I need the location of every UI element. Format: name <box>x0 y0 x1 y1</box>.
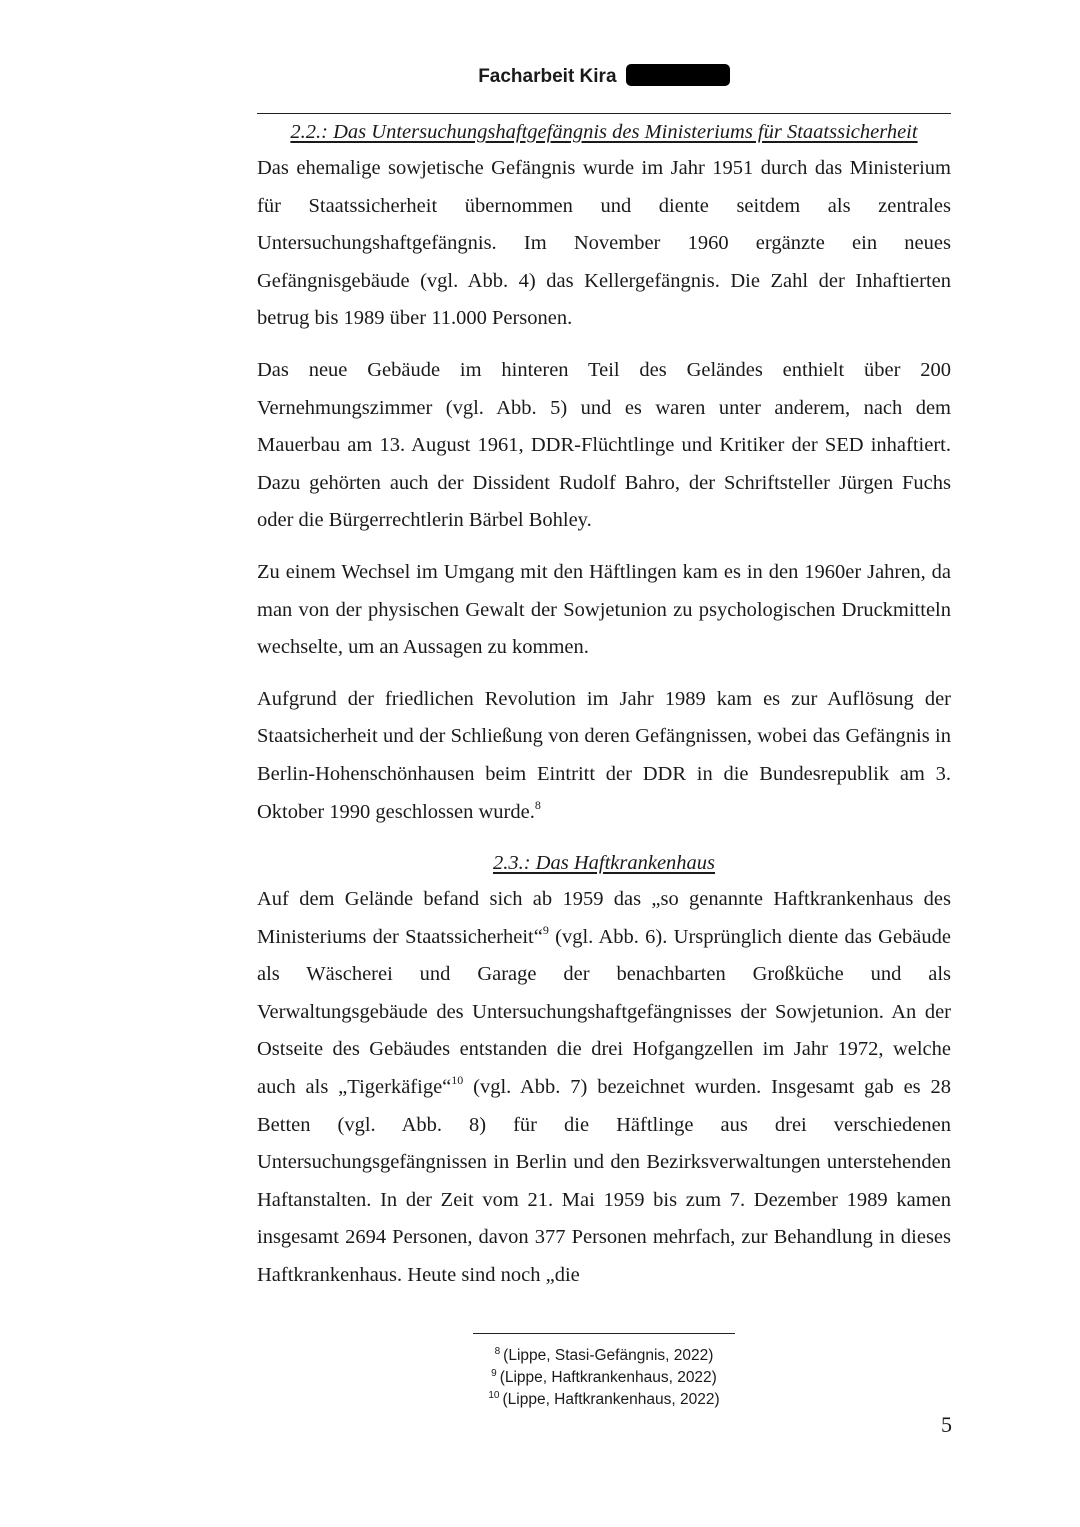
footnote-number: 9 <box>491 1368 497 1379</box>
footnote-text: (Lippe, Stasi-Gefängnis, 2022) <box>503 1347 714 1364</box>
footnote-ref: 8 <box>534 797 541 812</box>
footnote-number: 8 <box>494 1346 501 1357</box>
paragraph: Das neue Gebäude im hinteren Teil des Geländes enthielt über 200 Vernehmungszimmer (vgl. Abb. 5) und es waren unter anderem, nach dem Mauerbau am 13. August 1961, DDR-Flüchtlinge und Kritiker der SED inhaftiert. Dazu gehörten auch der Dissident Rudolf Bahro, der Schriftsteller Jürgen Fuchs oder die Bürgerrechtlerin Bärbel Bohley. <box>257 358 951 532</box>
paragraph-text: Auf dem Gelände befand sich ab 1959 das „so genannte Haftkrankenhaus des Ministeriums der Staatssicherheit“ <box>257 888 951 948</box>
footnote-item <box>257 1367 951 1389</box>
footnote-item <box>257 1389 951 1411</box>
section-2-3-heading: 2.3.: Das Haftkrankenhaus <box>492 852 716 875</box>
header-title: Facharbeit Kira <box>478 66 617 87</box>
paragraph: Das ehemalige sowjetische Gefängnis wurde im Jahr 1951 durch das Ministerium für Staatssicherheit übernommen und diente seitdem als zentrales Untersuchungshaftgefängnis. Im November 1960 ergänzte ein neues Gefängnisgebäude (vgl. Abb. 4) das Kellergefängnis. Die Zahl der Inhaftierten betrug bis 1989 über 11.000 Personen. <box>257 157 951 330</box>
page-content <box>257 114 951 1295</box>
paragraph-text: (vgl. Abb. 6). Ursprünglich diente das Gebäude als Wäscherei und Garage der benachbarten Großküche und als Verwaltungsgebäude des Untersuchungshaftgefängnisses der Sowjetunion. An der Ostseite des Gebäudes entstanden die drei Hofgangzellen im Jahr 1972, welche auch als „Tigerkäfige“ <box>257 925 951 1099</box>
paragraph: Zu einem Wechsel im Umgang mit den Häftlingen kam es in den 1960er Jahren, da man von der physischen Gewalt der Sowjetunion zu psychologischen Druckmitteln wechselte, um an Aussagen zu kommen. <box>257 560 951 659</box>
redaction-bar <box>626 64 730 86</box>
footnote-separator <box>473 1333 735 1334</box>
paragraph <box>257 881 951 1295</box>
page-header <box>257 64 951 90</box>
footnotes <box>257 1345 951 1411</box>
paragraph <box>257 681 951 831</box>
footnote-item <box>257 1345 951 1367</box>
paragraph-text: (vgl. Abb. 7) bezeichnet wurden. Insgesamt gab es 28 Betten (vgl. Abb. 8) für die Häftlinge aus drei verschiedenen Untersuchungsgefängnissen in Berlin und den Bezirksverwaltungen unterstehenden Haftanstalten. In der Zeit vom 21. Mai 1959 bis zum 7. Dezember 1989 kamen insgesamt 2694 Personen, davon 377 Personen mehrfach, zur Behandlung in dieses Haftkrankenhaus. Heute sind noch „die <box>257 1076 951 1287</box>
paragraph-text: Aufgrund der friedlichen Revolution im Jahr 1989 kam es zur Auflösung der Staatsicherheit und der Schließung von deren Gefängnissen, wobei das Gefängnis in Berlin-Hohenschönhausen beim Eintritt der DDR in die Bundesrepublik am 3. Oktober 1990 geschlossen wurde. <box>257 687 951 823</box>
footnote-text: (Lippe, Haftkrankenhaus, 2022) <box>499 1369 717 1386</box>
section-2-2-heading: 2.2.: Das Untersuchungshaftgefängnis des Ministeriums für Staatssicherheit <box>290 121 918 143</box>
footnote-text: (Lippe, Haftkrankenhaus, 2022) <box>502 1391 720 1408</box>
footnote-ref: 9 <box>542 922 549 937</box>
footnote-ref: 10 <box>451 1073 464 1088</box>
page-number: 5 <box>941 1412 952 1437</box>
footnote-number: 10 <box>488 1390 500 1401</box>
